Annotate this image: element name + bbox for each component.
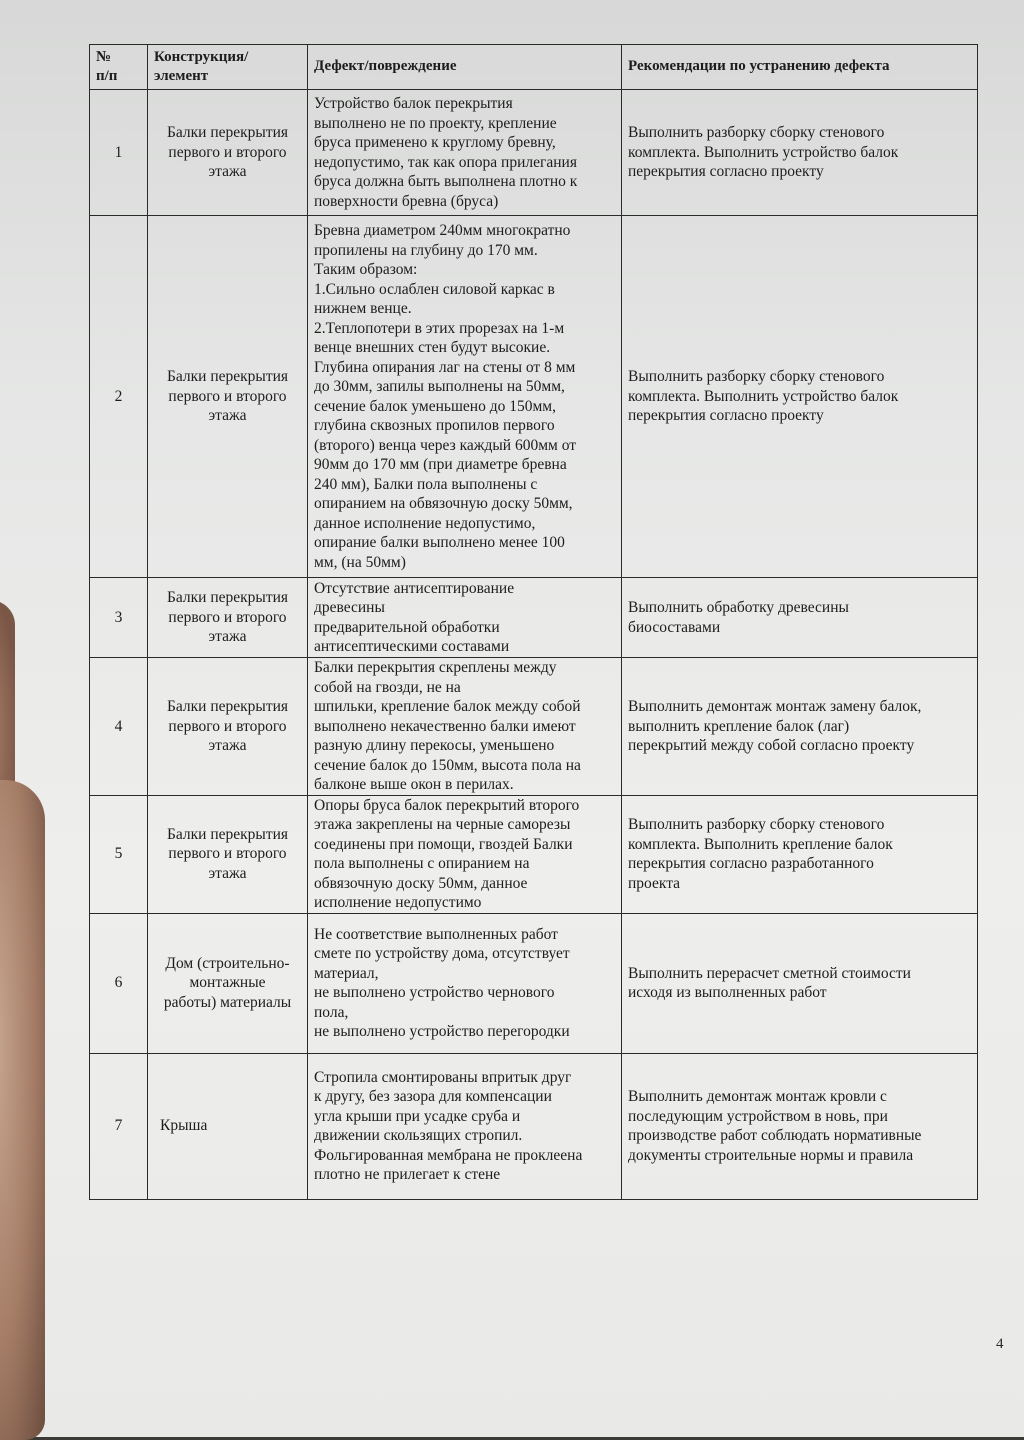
table-row: [90, 90, 978, 216]
defects-table: [89, 44, 978, 1200]
row-recommendation: Выполнить демонтаж монтаж замену балок, выполнить крепление балок (лаг) перекрытий между собой согласно проекту: [622, 658, 978, 796]
table-row: [90, 658, 978, 796]
row-number: 4: [90, 658, 148, 796]
row-defect: Стропила смонтированы впритык друг к другу, без зазора для компенсации угла крыши при усадке сруба и движении скользящих стропил. Фольгированная мембрана не проклеена плотно не прилегает к стене: [308, 1053, 622, 1199]
header-defect: Дефект/повреждение: [308, 45, 622, 90]
row-element: Балки перекрытия первого и второго этажа: [148, 658, 308, 796]
table-row: [90, 795, 978, 913]
row-defect: Отсутствие антисептирование древесины предварительной обработки антисептическими составами: [308, 578, 622, 658]
row-recommendation: Выполнить обработку древесины биосоставами: [622, 578, 978, 658]
row-number: 6: [90, 913, 148, 1053]
hand-thumb: [0, 780, 45, 1440]
table-row: [90, 913, 978, 1053]
header-number: № п/п: [90, 45, 148, 90]
row-recommendation: Выполнить разборку сборку стенового комплекта. Выполнить крепление балок перекрытия согласно разработанного проекта: [622, 795, 978, 913]
row-number: 2: [90, 216, 148, 578]
row-number: 3: [90, 578, 148, 658]
table-row: [90, 216, 978, 578]
header-recommendation: Рекомендации по устранению дефекта: [622, 45, 978, 90]
row-defect: Балки перекрытия скреплены между собой на гвозди, не на шпильки, крепление балок между собой выполнено некачественно балки имеют разную длину перекосы, уменьшено сечение балок до 150мм, высота пола на балконе выше окон в перилах.: [308, 658, 622, 796]
row-defect: Не соответствие выполненных работ смете по устройству дома, отсутствует материал, не выполнено устройство чернового пола, не выполнено устройство перегородки: [308, 913, 622, 1053]
table-header-row: [90, 45, 978, 90]
page-number: 4: [996, 1336, 1004, 1352]
row-element: Балки перекрытия первого и второго этажа: [148, 578, 308, 658]
row-element: Дом (строительно- монтажные работы) материалы: [148, 913, 308, 1053]
row-number: 7: [90, 1053, 148, 1199]
row-number: 5: [90, 795, 148, 913]
row-recommendation: Выполнить перерасчет сметной стоимости исходя из выполненных работ: [622, 913, 978, 1053]
row-defect: Опоры бруса балок перекрытий второго этажа закреплены на черные саморезы соединены при помощи, гвоздей Балки пола выполнены с опиранием на обвязочную доску 50мм, данное исполнение недопустимо: [308, 795, 622, 913]
row-element: Балки перекрытия первого и второго этажа: [148, 90, 308, 216]
table-row: [90, 578, 978, 658]
row-defect: Бревна диаметром 240мм многократно пропилены на глубину до 170 мм. Таким образом: 1.Сильно ослаблен силовой каркас в нижнем венце. 2.Теплопотери в этих прорезах на 1-м венце внешних стен будут высокие. Глубина опирания лаг на стены от 8 мм до 30мм, запилы выполнены на 50мм, сечение балок уменьшено до 150мм, глубина сквозных пропилов первого (второго) венца через каждый 600мм от 90мм до 170 мм (при диаметре бревна 240 мм), Балки пола выполнены с опиранием на обвязочную доску 50мм, данное исполнение недопустимо, опирание балки выполнено менее 100 мм, (на 50мм): [308, 216, 622, 578]
row-recommendation: Выполнить демонтаж монтаж кровли с последующим устройством в новь, при производстве работ соблюдать нормативные документы строительные нормы и правила: [622, 1053, 978, 1199]
row-recommendation: Выполнить разборку сборку стенового комплекта. Выполнить устройство балок перекрытия согласно проекту: [622, 216, 978, 578]
table-row: [90, 1053, 978, 1199]
row-number: 1: [90, 90, 148, 216]
row-recommendation: Выполнить разборку сборку стенового комплекта. Выполнить устройство балок перекрытия согласно проекту: [622, 90, 978, 216]
row-element: Балки перекрытия первого и второго этажа: [148, 795, 308, 913]
header-element: Конструкция/ элемент: [148, 45, 308, 90]
row-defect: Устройство балок перекрытия выполнено не по проекту, крепление бруса применено к круглому бревну, недопустимо, так как опора прилегания бруса должна быть выполнена плотно к поверхности бревна (бруса): [308, 90, 622, 216]
row-element: Крыша: [148, 1053, 308, 1199]
row-element: Балки перекрытия первого и второго этажа: [148, 216, 308, 578]
